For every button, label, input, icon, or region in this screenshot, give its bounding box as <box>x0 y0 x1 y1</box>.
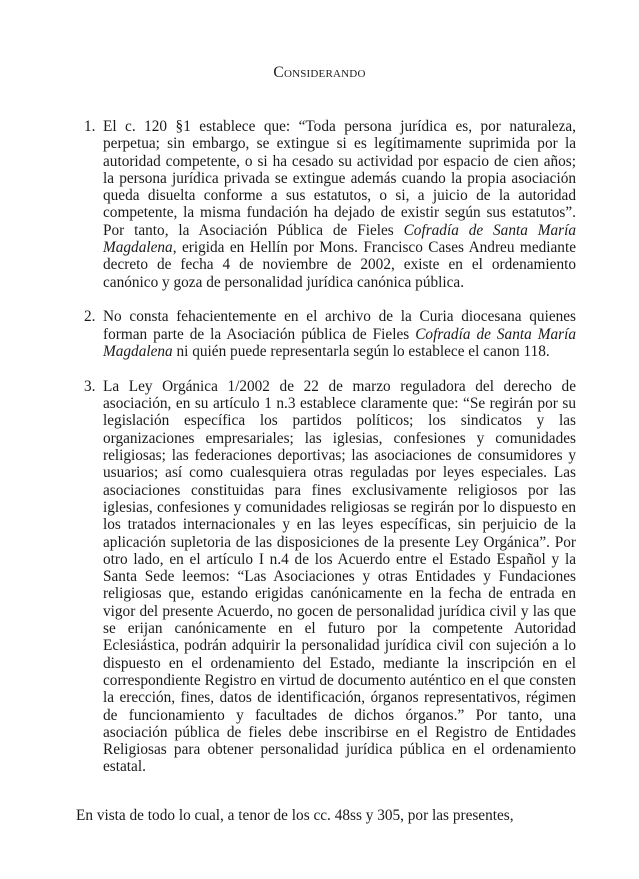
item-text-cont: ni quién puede representarla según lo establece el canon 118. <box>172 343 550 361</box>
item-text: No consta fehacientemente en el archivo de la Curia diocesana quienes forman parte de la Asociación pública de Fieles <box>103 308 576 343</box>
closing-paragraph: En vista de todo lo cual, a tenor de los cc. 48ss y 305, por las presentes, <box>76 807 514 824</box>
item-number: 2. <box>84 308 96 326</box>
item-italic-name: Cofradía de Santa María Magdalena <box>103 221 576 257</box>
item-text-cont: , erigida en Hellín por Mons. Francisco Cases Andreu mediante decreto de fecha 4 de noviembre de 2002, existe en el ordenamiento canónico y goza de personalidad jurídica canónica pública. <box>103 239 576 291</box>
list-item <box>84 378 576 776</box>
item-text: El c. 120 §1 establece que: “Toda persona jurídica es, por naturaleza, perpetua; sin embargo, se extingue si es legítimamente suprimida por la autoridad competente, o si ha cesado su actividad por espacio de cien años; la persona jurídica privada se extingue además cuando la propia asociación queda disuelta conforme a sus estatutos, o si, a juicio de la autoridad competente, la misma fundación ha dejado de existir según sus estatutos”. Por tanto, la Asociación Pública de Fieles <box>103 118 576 239</box>
list-item <box>84 118 576 291</box>
item-number: 3. <box>84 377 96 395</box>
list-item <box>84 308 576 360</box>
item-text: La Ley Orgánica 1/2002 de 22 de marzo reguladora del derecho de asociación, en su artículo 1 n.3 establece claramente que: “Se regirán por su legislación específica los partidos políticos; los sindicatos y las organizaciones empresariales; las iglesias, confesiones y comunidades religiosas; las federaciones deportivas; las asociaciones de consumidores y usuarios; así como cualesquiera otras reguladas por leyes especiales. Las asociaciones constituidas para fines exclusivamente religiosos por las iglesias, confesiones y comunidades religiosas se regirán por lo dispuesto en los tratados internacionales y en las leyes específicas, sin perjuicio de la aplicación supletoria de las disposiciones de la presente Ley Orgánica”. Por otro lado, en el artículo I n.4 de los Acuerdo entre el Estado Español y la Santa Sede leemos: “Las Asociaciones y otras Entidades y Fundaciones religiosas que, estando erigidas canónicamente en la fecha de entrada en vigor del presente Acuerdo, no gocen de personalidad jurídica civil y las que se erijan canónicamente en el futuro por la competente Autoridad Eclesiástica, podrán adquirir la personalidad jurídica civil con sujeción a lo dispuesto en el ordenamiento del Estado, mediante la inscripción en el correspondiente Registro en virtud de documento auténtico en el que consten la erección, fines, datos de identificación, órganos representativos, régimen de funcionamiento y facultades de dichos órganos.” Por tanto, una asociación pública de fieles debe inscribirse en el Registro de Entidades Religiosas para obtener personalidad jurídica pública en el ordenamiento estatal. <box>103 377 576 776</box>
item-number: 1. <box>84 118 96 135</box>
section-heading: Considerando <box>273 64 366 81</box>
item-italic-name: Cofradía de Santa María Magdalena <box>103 325 576 361</box>
considerando-list <box>84 118 576 793</box>
